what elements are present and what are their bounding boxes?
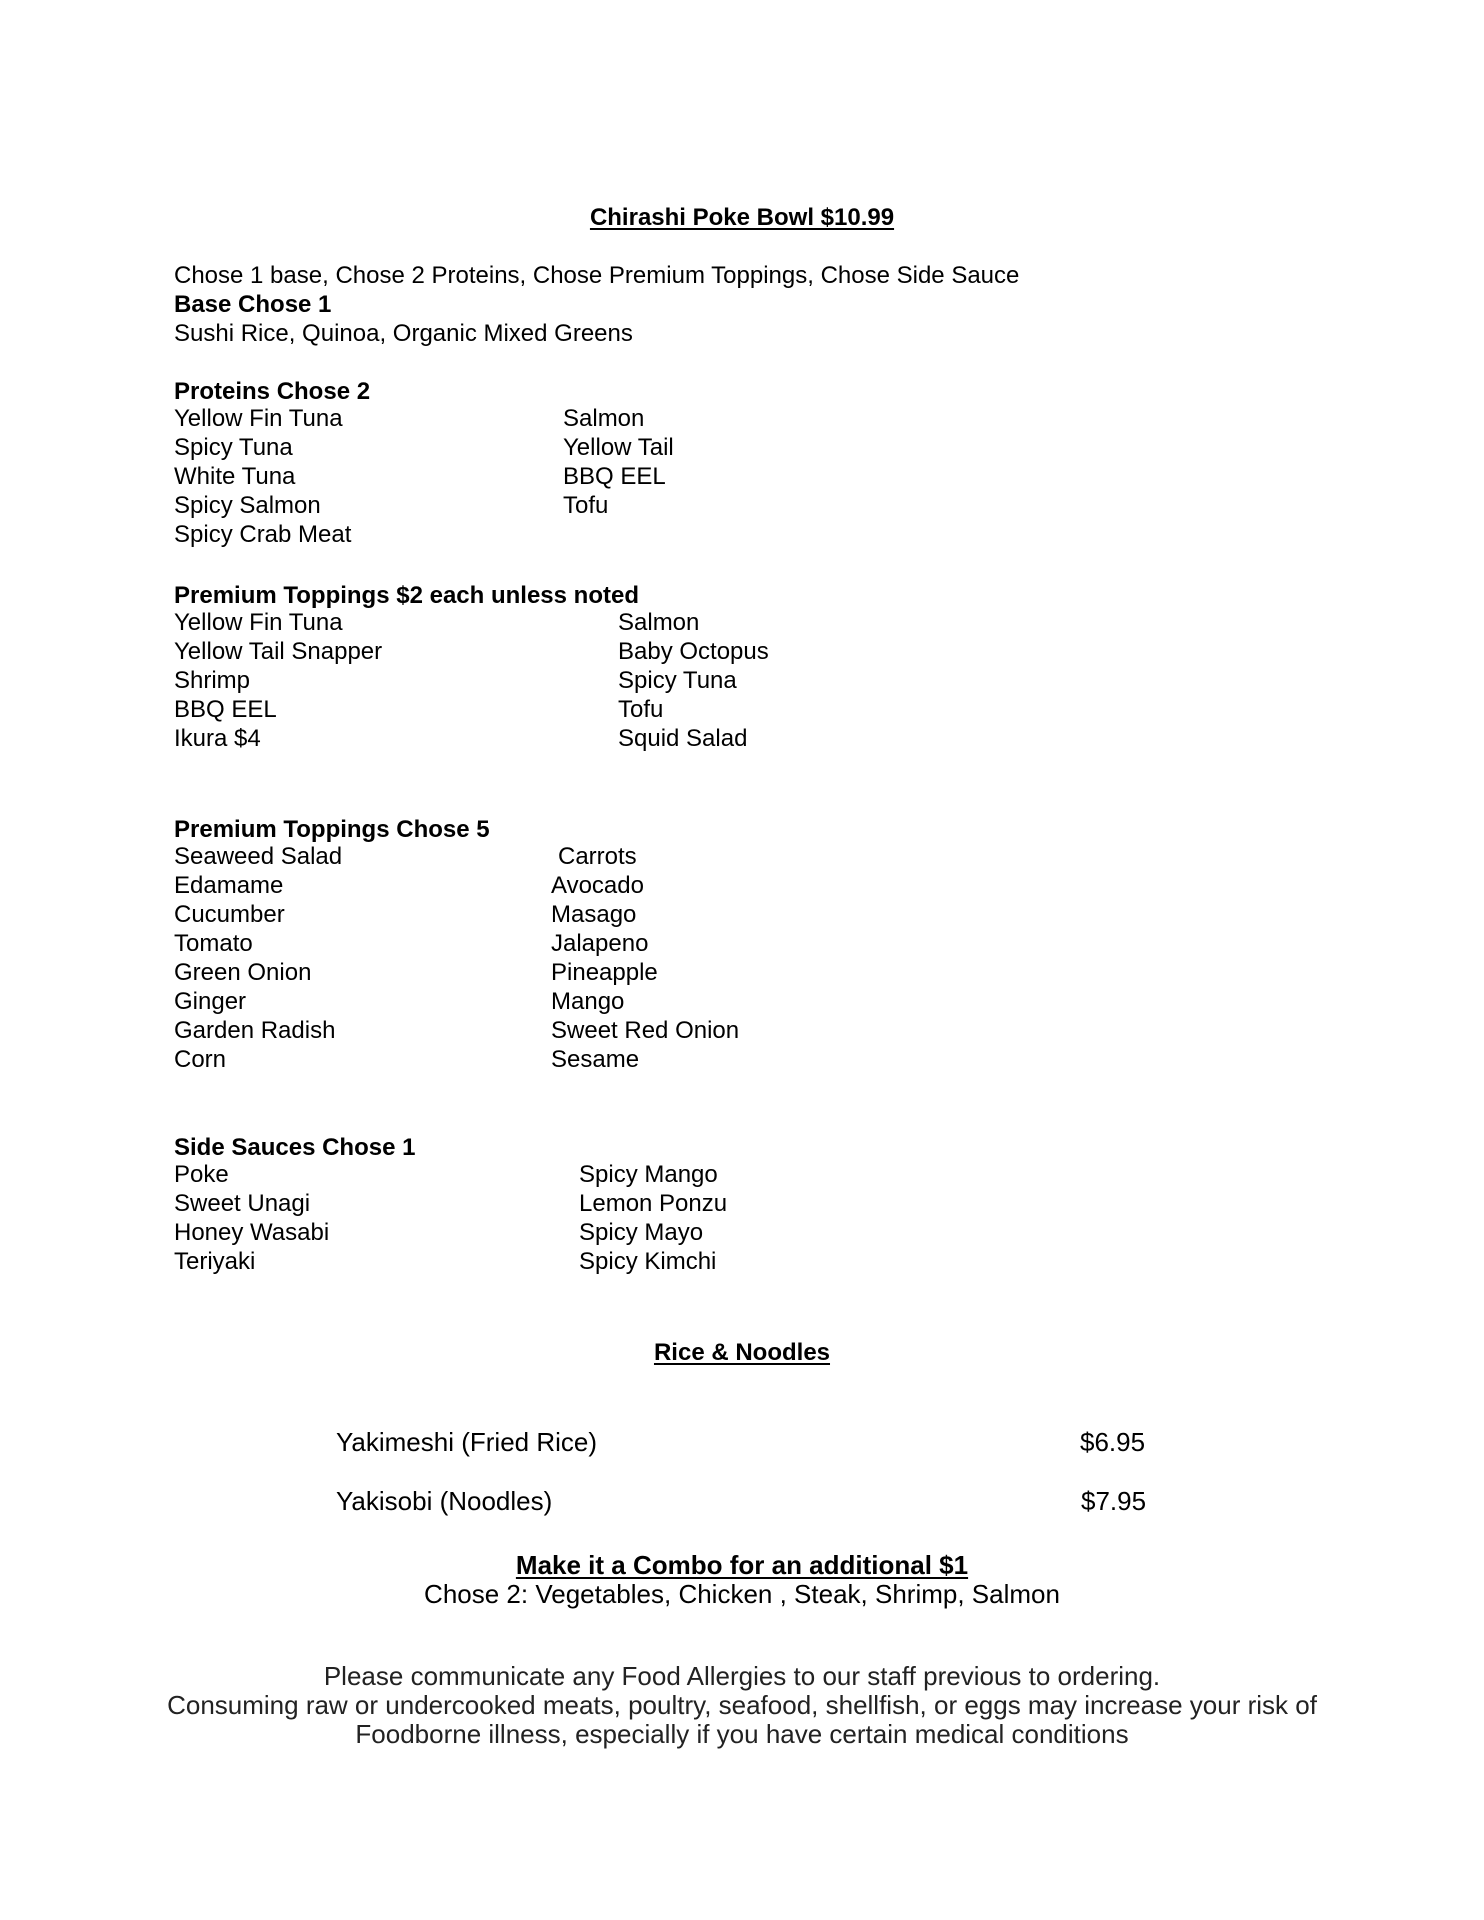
- list-item: Spicy Tuna: [618, 667, 737, 694]
- consumer-advisory-cont: Foodborne illness, especially if you have certain medical conditions: [355, 1719, 1129, 1749]
- list-item: Teriyaki: [174, 1248, 256, 1275]
- list-item: Spicy Crab Meat: [174, 521, 352, 548]
- premium-paid-heading: Premium Toppings $2 each unless noted: [174, 582, 639, 609]
- list-item: Pineapple: [551, 959, 658, 986]
- list-item: Seaweed Salad: [174, 843, 343, 870]
- proteins-left-list: [174, 404, 351, 549]
- list-item: Tomato: [174, 930, 253, 957]
- list-item: Spicy Kimchi: [579, 1248, 717, 1275]
- list-item: Avocado: [551, 872, 644, 899]
- list-item: Spicy Salmon: [174, 492, 321, 519]
- premium-choose-heading: Premium Toppings Chose 5: [174, 816, 490, 843]
- list-item: Mango: [551, 988, 625, 1015]
- base-items: Sushi Rice, Quinoa, Organic Mixed Greens: [174, 320, 633, 347]
- list-item: Garden Radish: [174, 1017, 336, 1044]
- list-item: Sweet Red Onion: [551, 1017, 740, 1044]
- combo-heading: Make it a Combo for an additional $1: [515, 1550, 969, 1580]
- combo-options: Chose 2: Vegetables, Chicken , Steak, Shrimp, Salmon: [424, 1579, 1060, 1609]
- list-item: Baby Octopus: [618, 638, 769, 665]
- list-item: Sweet Unagi: [174, 1190, 311, 1217]
- list-item: Tofu: [563, 492, 609, 519]
- list-item: Salmon: [618, 609, 700, 636]
- list-item: BBQ EEL: [174, 696, 277, 723]
- list-item: Spicy Mayo: [579, 1219, 704, 1246]
- proteins-right-list: [563, 404, 674, 520]
- menu-title: Chirashi Poke Bowl $10.99: [589, 204, 895, 231]
- list-item: Cucumber: [174, 901, 285, 928]
- list-item: Sesame: [551, 1046, 640, 1073]
- menu-item-name: Yakisobi (Noodles): [336, 1486, 553, 1516]
- premium-choose-left-list: [174, 842, 342, 1074]
- list-item: Green Onion: [174, 959, 312, 986]
- base-heading: Base Chose 1: [174, 291, 332, 318]
- sauces-right-list: [579, 1160, 727, 1276]
- list-item: Spicy Tuna: [174, 434, 293, 461]
- allergy-notice: Please communicate any Food Allergies to our staff previous to ordering.: [323, 1661, 1161, 1691]
- list-item: Carrots: [558, 843, 637, 870]
- list-item: Ginger: [174, 988, 247, 1015]
- list-item: BBQ EEL: [563, 463, 666, 490]
- list-item: Yellow Tail: [563, 434, 674, 461]
- list-item: Corn: [174, 1046, 227, 1073]
- list-item: Yellow Fin Tuna: [174, 405, 343, 432]
- list-item: Squid Salad: [618, 725, 748, 752]
- consumer-advisory: Consuming raw or undercooked meats, poultry, seafood, shellfish, or eggs may increase your risk of: [167, 1690, 1317, 1720]
- menu-item-name: Yakimeshi (Fried Rice): [336, 1427, 598, 1457]
- list-item: Tofu: [618, 696, 664, 723]
- list-item: Honey Wasabi: [174, 1219, 330, 1246]
- sauces-left-list: [174, 1160, 329, 1276]
- list-item: Edamame: [174, 872, 284, 899]
- list-item: White Tuna: [174, 463, 296, 490]
- list-item: Yellow Tail Snapper: [174, 638, 383, 665]
- premium-paid-right-list: [618, 608, 769, 753]
- list-item: Poke: [174, 1161, 229, 1188]
- list-item: Ikura $4: [174, 725, 261, 752]
- list-item: Lemon Ponzu: [579, 1190, 728, 1217]
- list-item: Salmon: [563, 405, 645, 432]
- rice-noodles-heading: Rice & Noodles: [653, 1339, 831, 1366]
- list-item: Spicy Mango: [579, 1161, 718, 1188]
- list-item: Yellow Fin Tuna: [174, 609, 343, 636]
- list-item: Shrimp: [174, 667, 251, 694]
- proteins-heading: Proteins Chose 2: [174, 378, 371, 405]
- sauces-heading: Side Sauces Chose 1: [174, 1134, 416, 1161]
- premium-paid-left-list: [174, 608, 382, 753]
- menu-item-price: $7.95: [1081, 1486, 1147, 1516]
- menu-item-price: $6.95: [1080, 1427, 1146, 1457]
- list-item: Jalapeno: [551, 930, 649, 957]
- list-item: Masago: [551, 901, 637, 928]
- intro-text: Chose 1 base, Chose 2 Proteins, Chose Premium Toppings, Chose Side Sauce: [174, 262, 1020, 289]
- premium-choose-right-list: [551, 842, 739, 1074]
